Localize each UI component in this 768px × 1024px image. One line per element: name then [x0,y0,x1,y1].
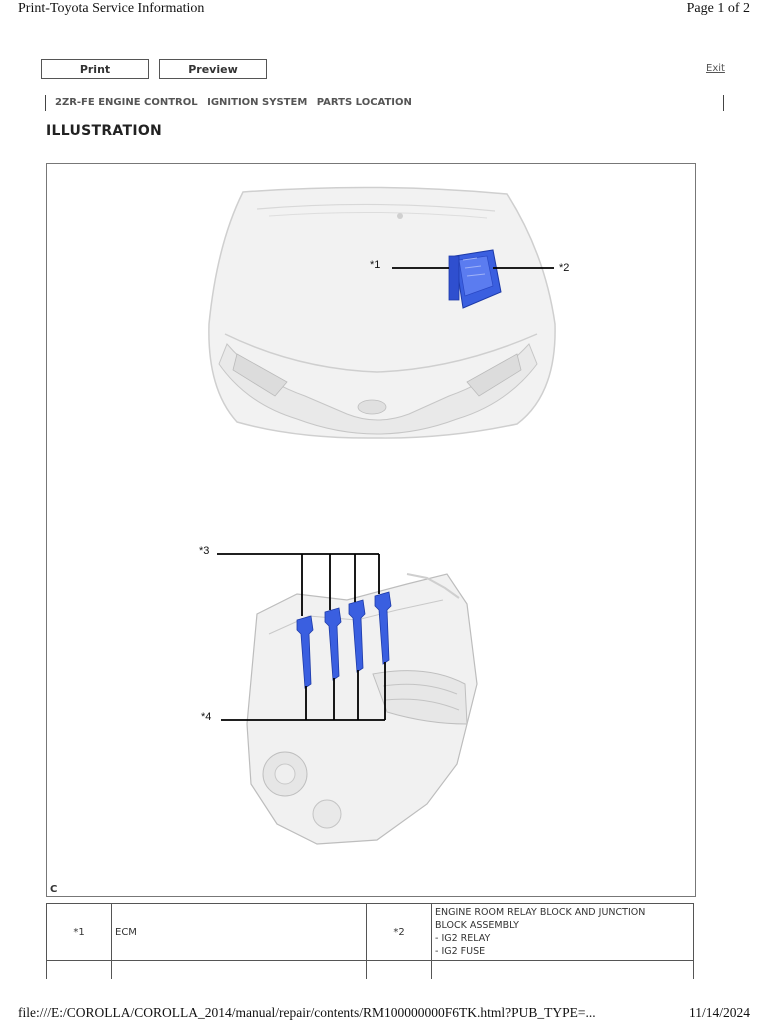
legend-desc-line: BLOCK ASSEMBLY [435,920,519,931]
print-button[interactable]: Print [41,59,149,79]
section-title: ILLUSTRATION [46,123,163,139]
legend-desc-line: - IG2 RELAY [435,933,491,944]
legend-number: *2 [367,904,432,961]
breadcrumb-divider [723,95,724,111]
callout-3: *3 [199,545,210,557]
table-row [47,904,694,961]
preview-button[interactable]: Preview [159,59,267,79]
legend-part-name: ECM [112,904,367,961]
breadcrumb-item[interactable]: PARTS LOCATION [316,97,412,108]
legend-desc-line: - IG2 FUSE [435,946,486,957]
document-title: Print-Toyota Service Information [18,1,205,16]
table-row [47,961,694,980]
breadcrumb-item[interactable]: IGNITION SYSTEM [207,97,308,108]
print-footer [0,1005,768,1024]
document-url: file:///E:/COROLLA/COROLLA_2014/manual/repair/contents/RM100000000F6TK.html?PUB_TYPE=... [18,1005,596,1020]
parts-legend-table [46,903,694,979]
callout-2: *2 [559,262,570,274]
legend-part-description [432,904,694,961]
breadcrumb [45,95,725,111]
page-number: Page 1 of 2 [686,1,750,16]
legend-number: *1 [47,904,112,961]
callout-4: *4 [201,711,212,723]
parts-location-diagram [47,164,695,896]
illustration-frame [46,163,696,897]
legend-desc-line: ENGINE ROOM RELAY BLOCK AND JUNCTION [435,907,646,918]
breadcrumb-item[interactable]: 2ZR-FE ENGINE CONTROL [55,97,198,108]
print-date: 11/14/2024 [688,1005,750,1020]
callout-1: *1 [370,259,381,271]
print-header [0,0,768,22]
vehicle-front-drawing [209,187,555,438]
exit-link[interactable]: Exit [706,63,725,74]
illustration-code: C [50,884,58,895]
